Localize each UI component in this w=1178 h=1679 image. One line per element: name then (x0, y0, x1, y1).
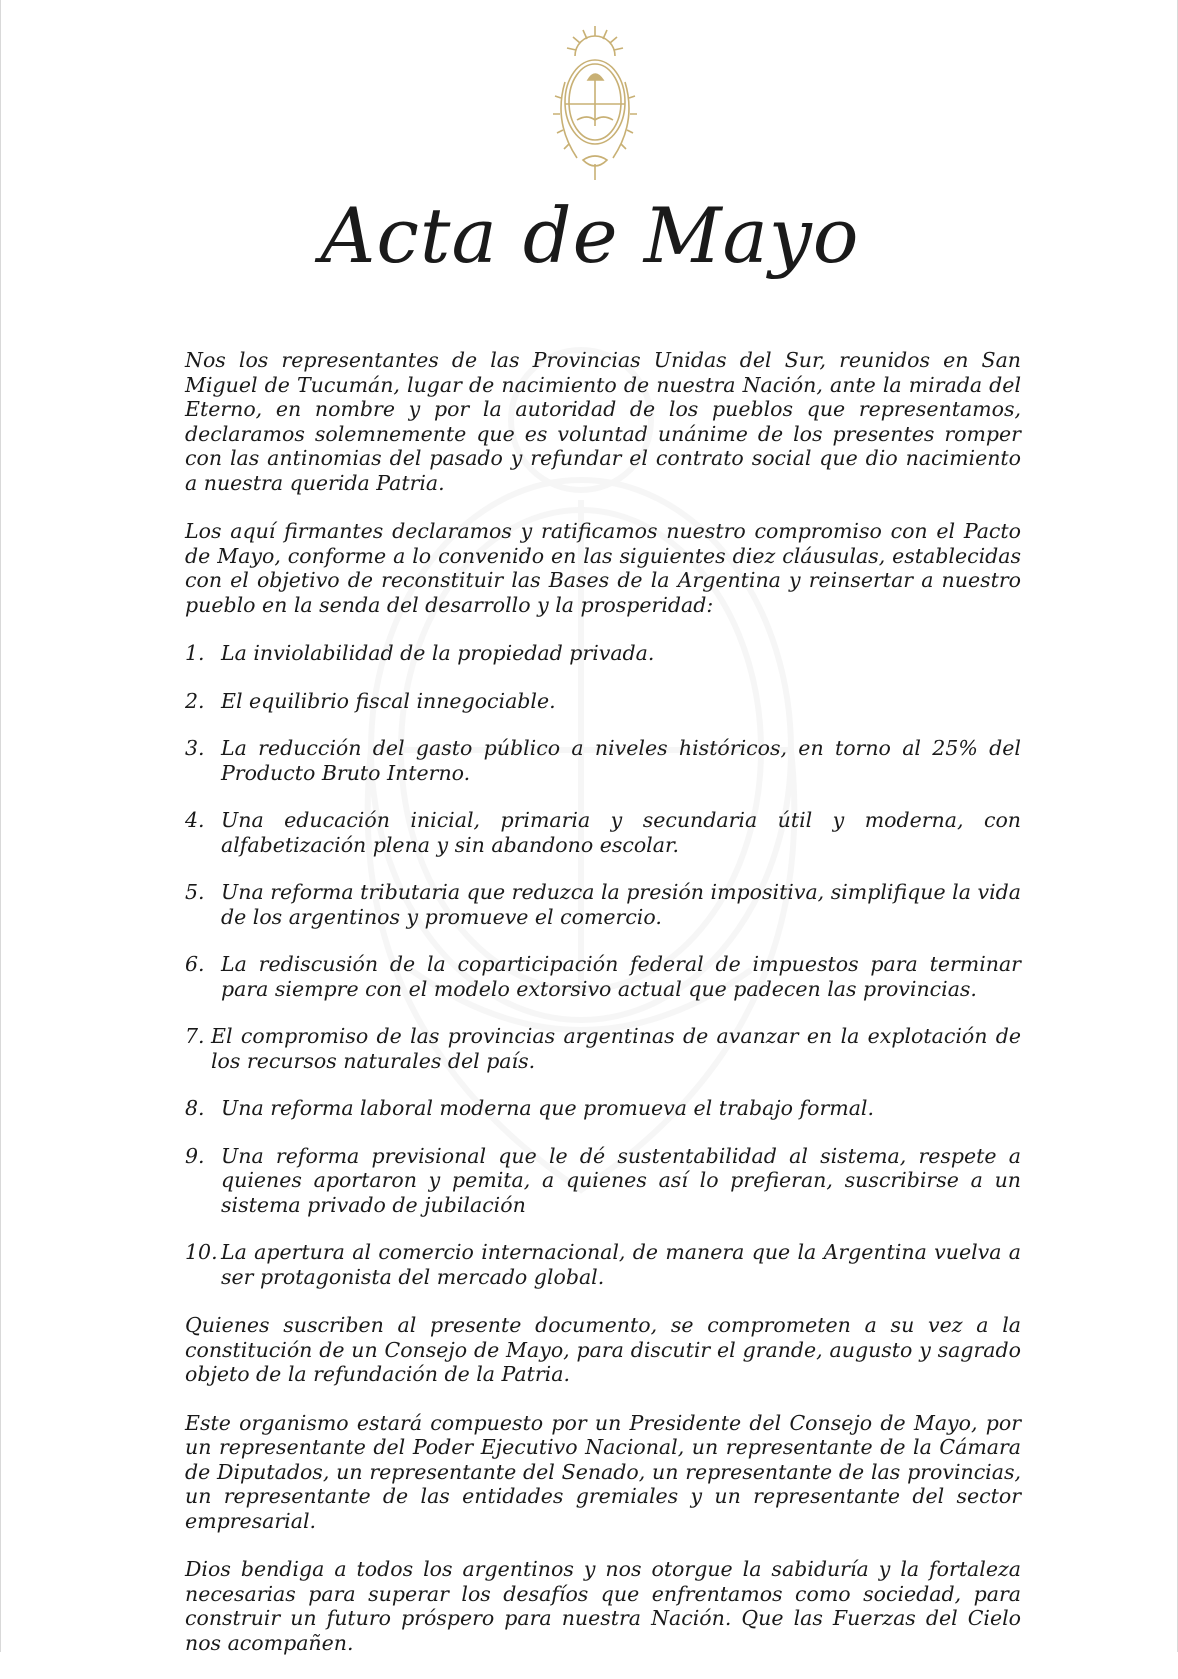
clause-number: 4. (185, 808, 205, 832)
clause-item (185, 1144, 1021, 1218)
closing-paragraph-3: Dios bendiga a todos los argentinos y nos otorgue la sabiduría y la fortaleza necesarias para superar los desafíos que enfrentamos como sociedad, para construir un futuro próspero para nuestra Nación. Que las Fuerzas del Cielo nos acompañen. (185, 1557, 1021, 1655)
clause-item (185, 641, 1021, 666)
clause-item (185, 1240, 1021, 1289)
closing-paragraph-2: Este organismo estará compuesto por un Presidente del Consejo de Mayo, por un representante del Poder Ejecutivo Nacional, un representante de la Cámara de Diputados, un representante del Senado, un representante de las provincias, un representante de las entidades gremiales y un representante del sector empresarial. (185, 1410, 1021, 1533)
clause-item (185, 689, 1021, 714)
intro-paragraph-1: Nos los representantes de las Provincias Unidas del Sur, reunidos en San Miguel de Tucumán, lugar de nacimiento de nuestra Nación, ante la mirada del Eterno, en nombre y por la autoridad de los pueblos que representamos, declaramos solemnemente que es voluntad unánime de los presentes romper con las antinomias del pasado y refundar el contrato social que dio nacimiento a nuestra querida Patria. (185, 348, 1021, 495)
clause-number: 1. (185, 641, 205, 665)
clause-item (185, 736, 1021, 785)
clause-number: 2. (185, 688, 205, 713)
clause-item (185, 1096, 1021, 1121)
clause-text: La reducción del gasto público a niveles históricos, en torno al 25% del Producto Bruto Interno. (221, 736, 1021, 785)
clause-number: 10. (185, 1240, 218, 1264)
document-body (185, 348, 1021, 1679)
clause-number: 7. (185, 1024, 205, 1048)
intro-paragraph-2: Los aquí firmantes declaramos y ratificamos nuestro compromiso con el Pacto de Mayo, conforme a lo convenido en las siguientes diez cláusulas, establecidas con el objetivo de reconstituir las Bases de la Argentina y reinsertar a nuestro pueblo en la senda del desarrollo y la prosperidad: (185, 519, 1021, 617)
clause-item (185, 808, 1021, 857)
clause-text: Una educación inicial, primaria y secundaria útil y moderna, con alfabetización plena y sin abandono escolar. (221, 808, 1021, 857)
clause-text: Una reforma previsional que le dé sustentabilidad al sistema, respete a quienes aportaron y pemita, a quienes así lo prefieran, suscribirse a un sistema privado de jubilación (221, 1143, 1021, 1217)
clause-list (185, 641, 1021, 1289)
clause-item (185, 880, 1021, 929)
document-title: Acta de Mayo (320, 191, 860, 280)
clause-text: Una reforma tributaria que reduzca la presión impositiva, simplifique la vida de los argentinos y promueve el comercio. (221, 880, 1021, 929)
closing-paragraph-1: Quienes suscriben al presente documento, se comprometen a su vez a la constitución de un Consejo de Mayo, para discutir el grande, augusto y sagrado objeto de la refundación de la Patria. (185, 1313, 1021, 1386)
clause-text: La apertura al comercio internacional, de manera que la Argentina vuelva a ser protagonista del mercado global. (221, 1240, 1021, 1289)
clause-item (185, 952, 1021, 1001)
clause-number: 8. (185, 1096, 205, 1120)
clause-text: Una reforma laboral moderna que promueva el trabajo formal. (221, 1096, 874, 1120)
clause-text: El equilibrio fiscal innegociable. (221, 688, 556, 713)
clause-text: El compromiso de las provincias argentinas de avanzar en la explotación de los recursos naturales del país. (211, 1024, 1021, 1073)
clause-text: La rediscusión de la coparticipación federal de impuestos para terminar para siempre con el modelo extorsivo actual que padecen las provincias. (221, 952, 1021, 1001)
coat-of-arms-argentina-icon (547, 22, 643, 184)
clause-item (185, 1024, 1021, 1073)
clause-text: La inviolabilidad de la propiedad privada. (221, 641, 655, 665)
clause-number: 9. (185, 1143, 205, 1168)
clause-number: 6. (185, 952, 205, 976)
clause-number: 3. (185, 736, 205, 760)
clause-number: 5. (185, 880, 205, 904)
